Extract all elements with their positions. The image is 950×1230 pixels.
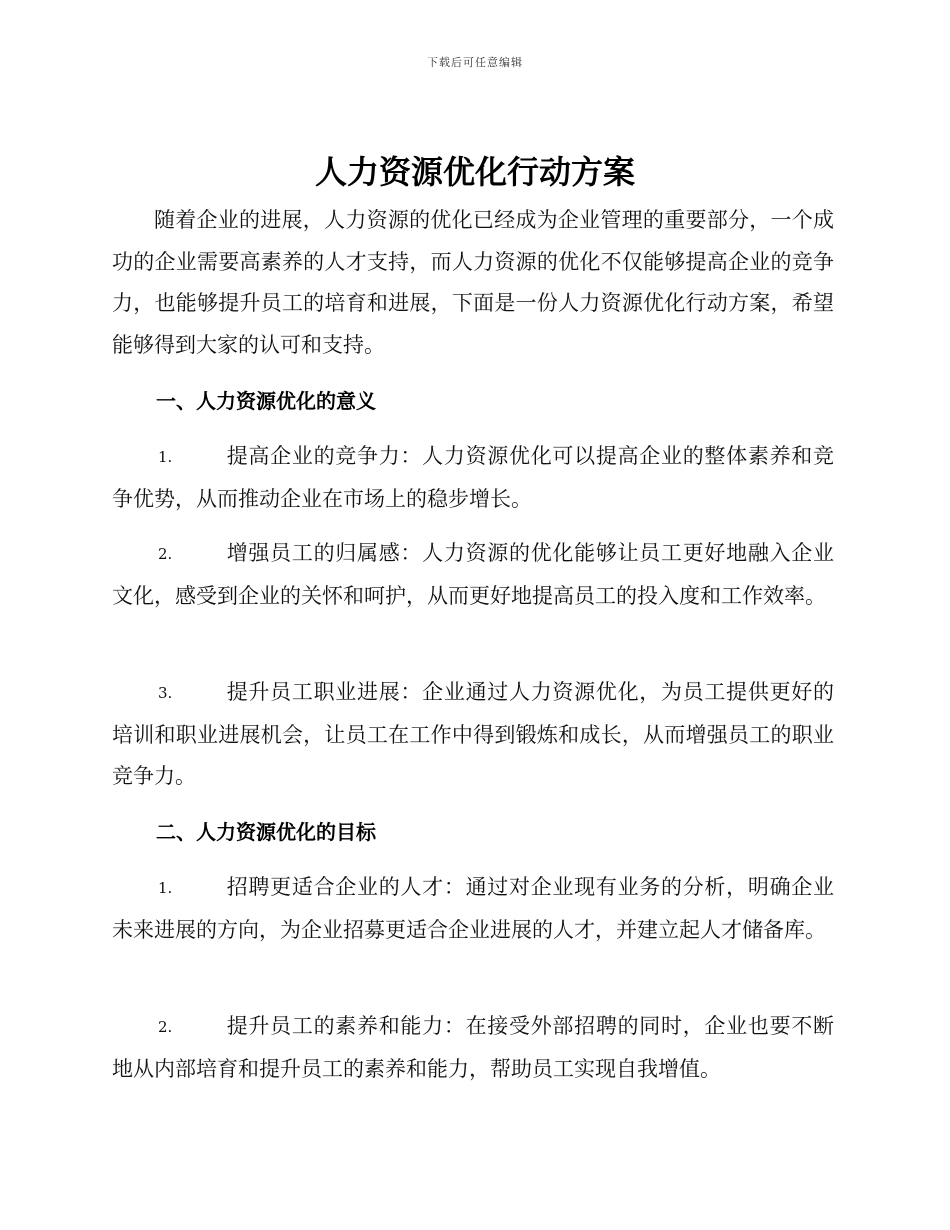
list-item-text: 增强员工的归属感：人力资源的优化能够让员工更好地融入企业文化，感受到企业的关怀和呵护，从而更好地提高员工的投入度和工作效率。: [112, 541, 834, 608]
list-item: [112, 533, 834, 617]
list-item-text: 提高企业的竞争力：人力资源优化可以提高企业的整体素养和竞争优势，从而推动企业在市场上的稳步增长。: [112, 444, 834, 511]
header-note: 下载后可任意编辑: [427, 56, 523, 69]
list-item: [112, 867, 834, 951]
list-item-text: 招聘更适合企业的人才：通过对企业现有业务的分析，明确企业未来进展的方向，为企业招募更适合企业进展的人才，并建立起人才储备库。: [112, 875, 834, 942]
list-item: [112, 436, 834, 520]
list-item: [112, 672, 834, 798]
list-item-number: 3.: [158, 684, 173, 702]
section-heading-significance: 一、人力资源优化的意义: [156, 389, 376, 413]
list-item: [112, 1006, 834, 1090]
document-title: 人力资源优化行动方案: [314, 153, 635, 191]
list-item-number: 1.: [158, 448, 173, 466]
list-item-text: 提升员工职业进展：企业通过人力资源优化，为员工提供更好的培训和职业进展机会，让员工在工作中得到锻炼和成长，从而增强员工的职业竞争力。: [112, 680, 834, 788]
list-item-number: 1.: [158, 879, 173, 897]
list-item-text: 提升员工的素养和能力：在接受外部招聘的同时，企业也要不断地从内部培育和提升员工的素养和能力，帮助员工实现自我增值。: [112, 1014, 834, 1081]
section-heading-goals: 二、人力资源优化的目标: [156, 820, 376, 844]
list-item-number: 2.: [158, 545, 173, 563]
intro-paragraph: 随着企业的进展，人力资源的优化已经成为企业管理的重要部分，一个成功的企业需要高素养的人才支持，而人力资源的优化不仅能够提高企业的竞争力，也能够提升员工的培育和进展，下面是一份人力资源优化行动方案，希望能够得到大家的认可和支持。: [112, 208, 834, 357]
list-item-number: 2.: [158, 1018, 173, 1036]
